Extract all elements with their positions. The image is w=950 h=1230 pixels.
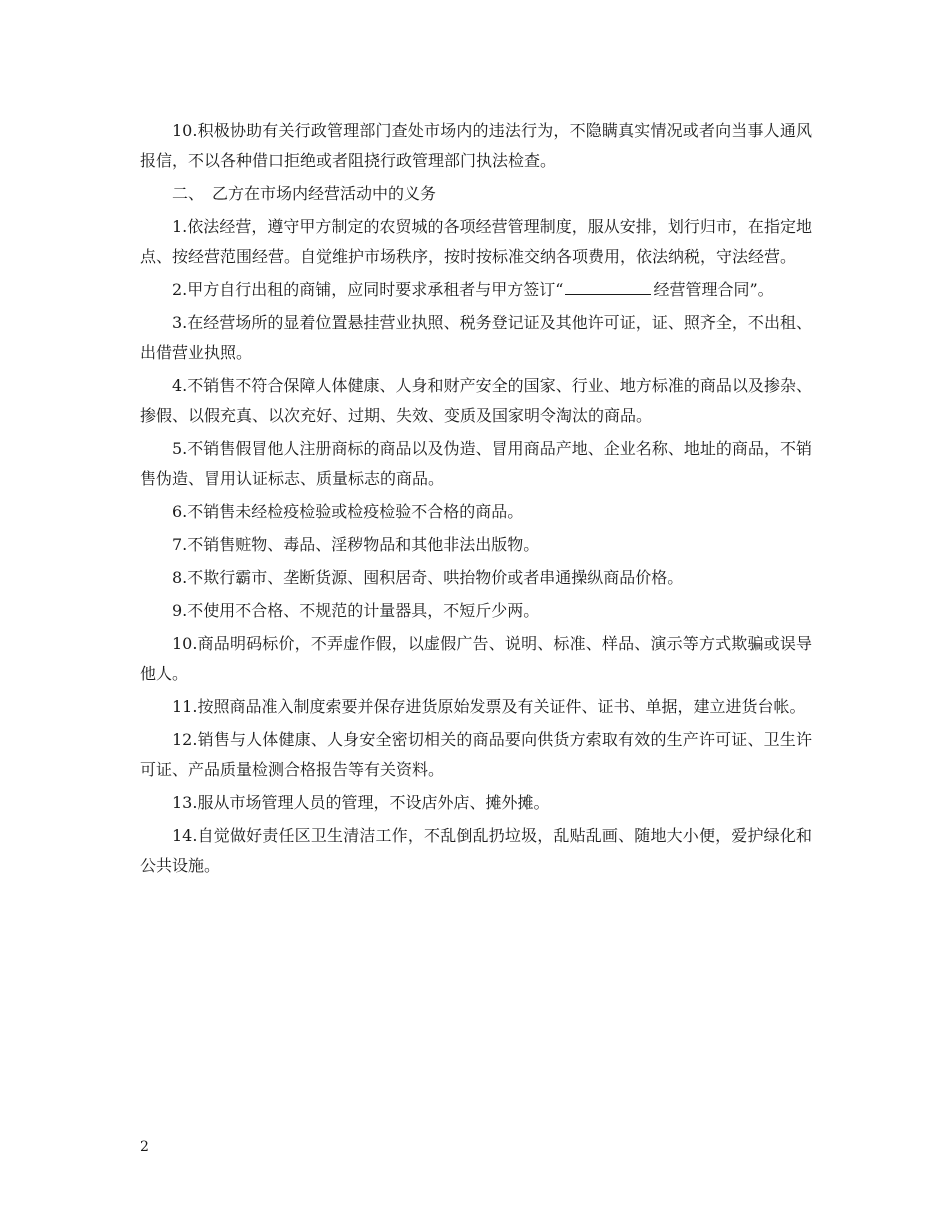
paragraph-item-13: 13.服从市场管理人员的管理，不设店外店、摊外摊。	[172, 793, 550, 812]
item-2-text-before: 2.甲方自行出租的商铺，应同时要求承租者与甲方签订“	[172, 280, 564, 299]
paragraph-item-11: 11.按照商品准入制度索要并保存进货原始发票及有关证件、证书、单据，建立进货台帐。	[172, 697, 806, 716]
paragraph-item-10-assist: 10.积极协助有关行政管理部门查处市场内的违法行为，不隐瞒真实情况或者向当事人通风报信，不以各种借口拒绝或者阻挠行政管理部门执法检查。	[140, 121, 812, 170]
paragraph-item-12: 12.销售与人体健康、人身安全密切相关的商品要向供货方索取有效的生产许可证、卫生许可证、产品质量检测合格报告等有关资料。	[140, 730, 812, 779]
paragraph-item-4: 4.不销售不符合保障人体健康、人身和财产安全的国家、行业、地方标准的商品以及掺杂、掺假、以假充真、以次充好、过期、失效、变质及国家明令淘汰的商品。	[140, 376, 812, 425]
section-heading-obligations: 二、 乙方在市场内经营活动中的义务	[172, 184, 437, 203]
paragraph-item-14: 14.自觉做好责任区卫生清洁工作，不乱倒乱扔垃圾，乱贴乱画、随地大小便，爱护绿化和公共设施。	[140, 826, 812, 875]
page-number: 2	[140, 1139, 149, 1155]
paragraph-item-5: 5.不销售假冒他人注册商标的商品以及伪造、冒用商品产地、企业名称、地址的商品，不销售伪造、冒用认证标志、质量标志的商品。	[140, 439, 812, 488]
paragraph-item-10: 10.商品明码标价，不弄虚作假，以虚假广告、说明、标准、样品、演示等方式欺骗或误导他人。	[140, 634, 812, 683]
blank-fill-line	[565, 280, 651, 295]
paragraph-item-8: 8.不欺行霸市、垄断货源、囤积居奇、哄抬物价或者串通操纵商品价格。	[172, 568, 684, 587]
item-2-text-after: 经营管理合同”。	[653, 280, 774, 299]
paragraph-item-2	[140, 275, 812, 305]
paragraph-item-6: 6.不销售未经检疫检验或检疫检验不合格的商品。	[172, 502, 524, 521]
paragraph-item-3: 3.在经营场所的显着位置悬挂营业执照、税务登记证及其他许可证，证、照齐全，不出租、出借营业执照。	[140, 313, 812, 362]
paragraph-item-1: 1.依法经营，遵守甲方制定的农贸城的各项经营管理制度，服从安排，划行归市，在指定地点、按经营范围经营。自觉维护市场秩序，按时按标准交纳各项费用，依法纳税，守法经营。	[140, 217, 812, 266]
document-body	[140, 116, 812, 884]
paragraph-item-9: 9.不使用不合格、不规范的计量器具，不短斤少两。	[172, 601, 540, 620]
paragraph-item-7: 7.不销售赃物、毒品、淫秽物品和其他非法出版物。	[172, 535, 540, 554]
